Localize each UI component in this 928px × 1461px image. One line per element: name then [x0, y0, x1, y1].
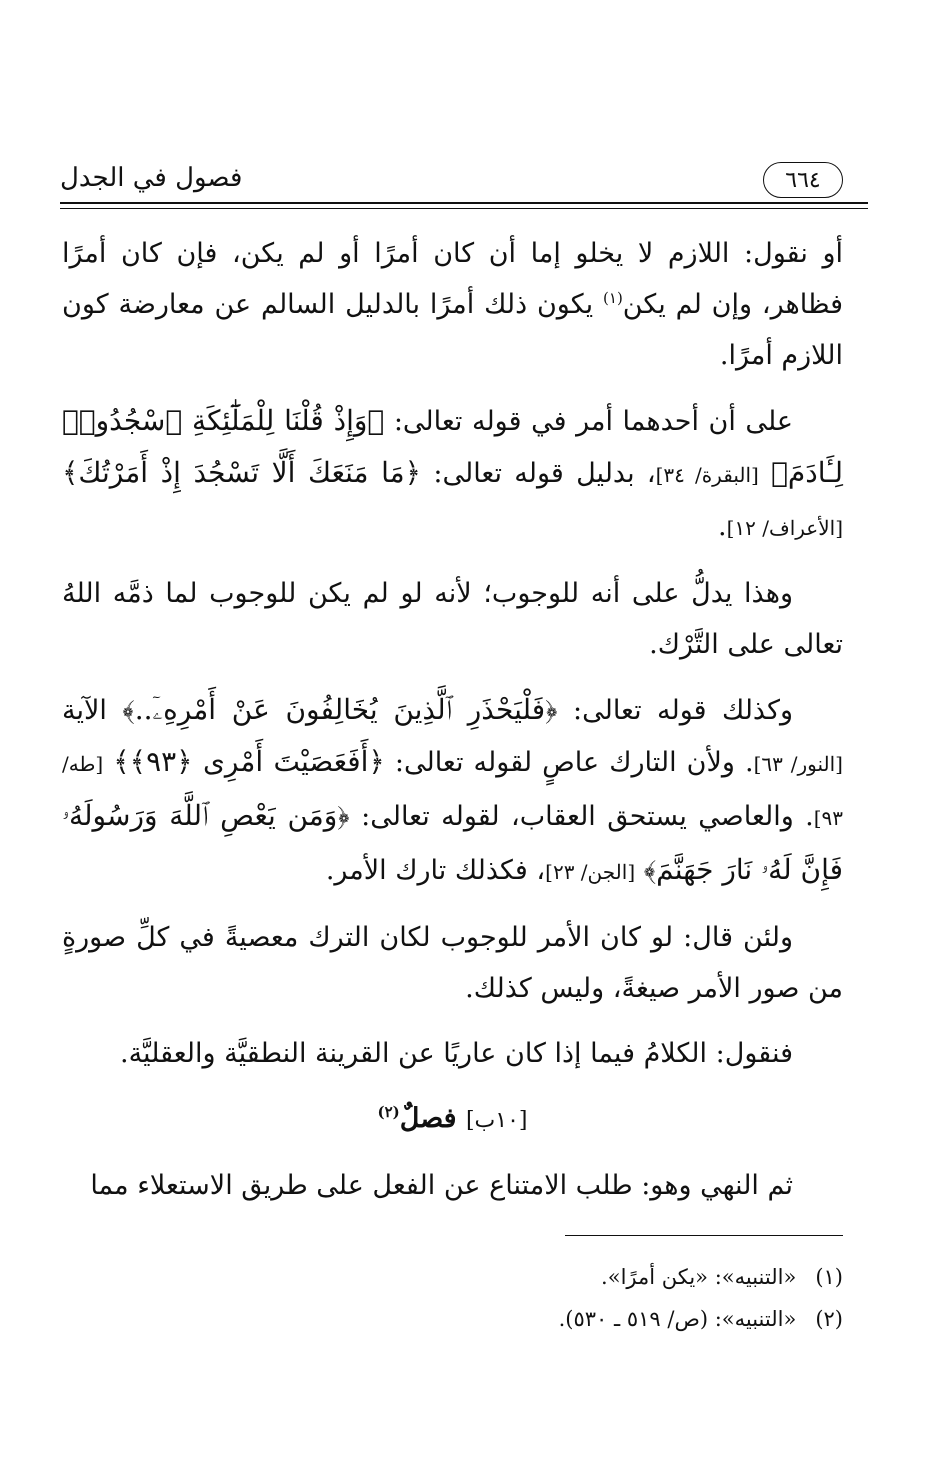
- paragraph-6: فنقول: الكلامُ فيما إذا كان عاريًا عن القرينة النطقيَّة والعقليَّة.: [119, 1038, 793, 1069]
- paragraph-5: ولئن قال: لو كان الأمر للوجوب لكان الترك معصيةً في كلِّ صورةٍ من صور الأمر صيغةً، وليس كذلك.: [62, 922, 843, 1004]
- p2-text-b: ، بدليل قوله تعالى:: [433, 458, 656, 489]
- header-title: فصول في الجدل: [60, 163, 243, 193]
- p1-text-a: أو نقول: اللازم لا يخلو إما أن كان أمرًا أو لم يكن، فإن كان أمرًا فظاهر، وإن لم يكن: [62, 238, 844, 320]
- quran-quote-nur: ﴿فَلْيَحْذَرِ ٱلَّذِينَ يُخَالِفُونَ عَنْ أَمْرِهِۦٓ..﴾: [122, 693, 558, 726]
- footnote-number: (١): [815, 1265, 843, 1289]
- header-rule-thin: [60, 208, 868, 209]
- footnotes: [62, 1258, 843, 1342]
- ref-taha: [طه/ ٩٣]: [62, 752, 844, 830]
- p1-text-b: يكون ذلك أمرًا بالدليل السالم عن معارضة كون اللازم أمرًا.: [62, 289, 843, 371]
- footnote-rule: [565, 1235, 843, 1236]
- ref-nur: [النور/ ٦٣]: [753, 752, 843, 776]
- quran-quote-araf: ﴿مَا مَنَعَكَ أَلَّا تَسْجُدَ إِذْ أَمَرْتُكَ﴾: [62, 456, 422, 489]
- p2-text-c: .: [717, 511, 727, 542]
- manuscript-folio-ref: [١٠ب]: [465, 1108, 528, 1133]
- paragraph-7: ثم النهي وهو: طلب الامتناع عن الفعل على طريق الاستعلاء مما: [90, 1170, 793, 1201]
- header-rule: [60, 202, 868, 204]
- section-title: فصلٌ: [399, 1103, 457, 1134]
- main-text: [62, 228, 843, 1225]
- footnote-2: [62, 1300, 843, 1338]
- quran-quote-jinn: ﴿وَمَن يَعْصِ ٱللَّهَ وَرَسُولَهُۥ فَإِنَّ لَهُۥ نَارَ جَهَنَّمَ﴾: [62, 799, 843, 886]
- ref-baqara: [البقرة/ ٣٤]: [655, 463, 759, 487]
- footnote-text: «التنبيه»: «يكن أمرًا».: [601, 1265, 797, 1289]
- footnote-text: «التنبيه»: (ص/ ٥١٩ ـ ٥٣٠).: [558, 1307, 797, 1331]
- quran-quote-baqara: ﴿وَإِذْ قُلْنَا لِلْمَلَٰٓئِكَةِ ٱسْجُدُوا۟ لِـَٔادَمَ﴾: [62, 404, 843, 489]
- paragraph-4: [62, 684, 843, 898]
- p2-text-a: على أن أحدهما أمر في قوله تعالى:: [393, 406, 793, 437]
- footnote-ref-1: (١): [603, 289, 623, 307]
- page-header: [60, 150, 843, 198]
- paragraph-3: وهذا يدلُّ على أنه للوجوب؛ لأنه لو لم يكن للوجوب لما ذمَّه اللهُ تعالى على التَّرْك.: [62, 578, 843, 660]
- p4-text-c: . ولأن التارك عاصٍ لقوله تعالى:: [394, 747, 754, 778]
- section-heading: [62, 1093, 843, 1146]
- p4-text-b: الآية: [62, 695, 107, 726]
- paragraph-2: [62, 395, 843, 554]
- ref-jinn: [الجن/ ٢٣]: [545, 860, 636, 884]
- paragraph-1: [62, 228, 843, 381]
- p4-text-e: ، فكذلك تارك الأمر.: [325, 855, 546, 886]
- ref-araf: [الأعراف/ ١٢]: [726, 516, 843, 540]
- page-number: ٦٦٤: [763, 162, 843, 198]
- p4-text-a: وكذلك قوله تعالى:: [573, 695, 793, 726]
- footnote-number: (٢): [815, 1307, 843, 1331]
- footnote-1: [62, 1258, 843, 1296]
- p4-text-d: . والعاصي يستحق العقاب، لقوله تعالى:: [361, 801, 814, 832]
- footnote-ref-2: (٢): [377, 1103, 400, 1121]
- quran-quote-taha: ﴿أَفَعَصَيْتَ أَمْرِى ﴿٩٣﴾﴾: [113, 745, 385, 778]
